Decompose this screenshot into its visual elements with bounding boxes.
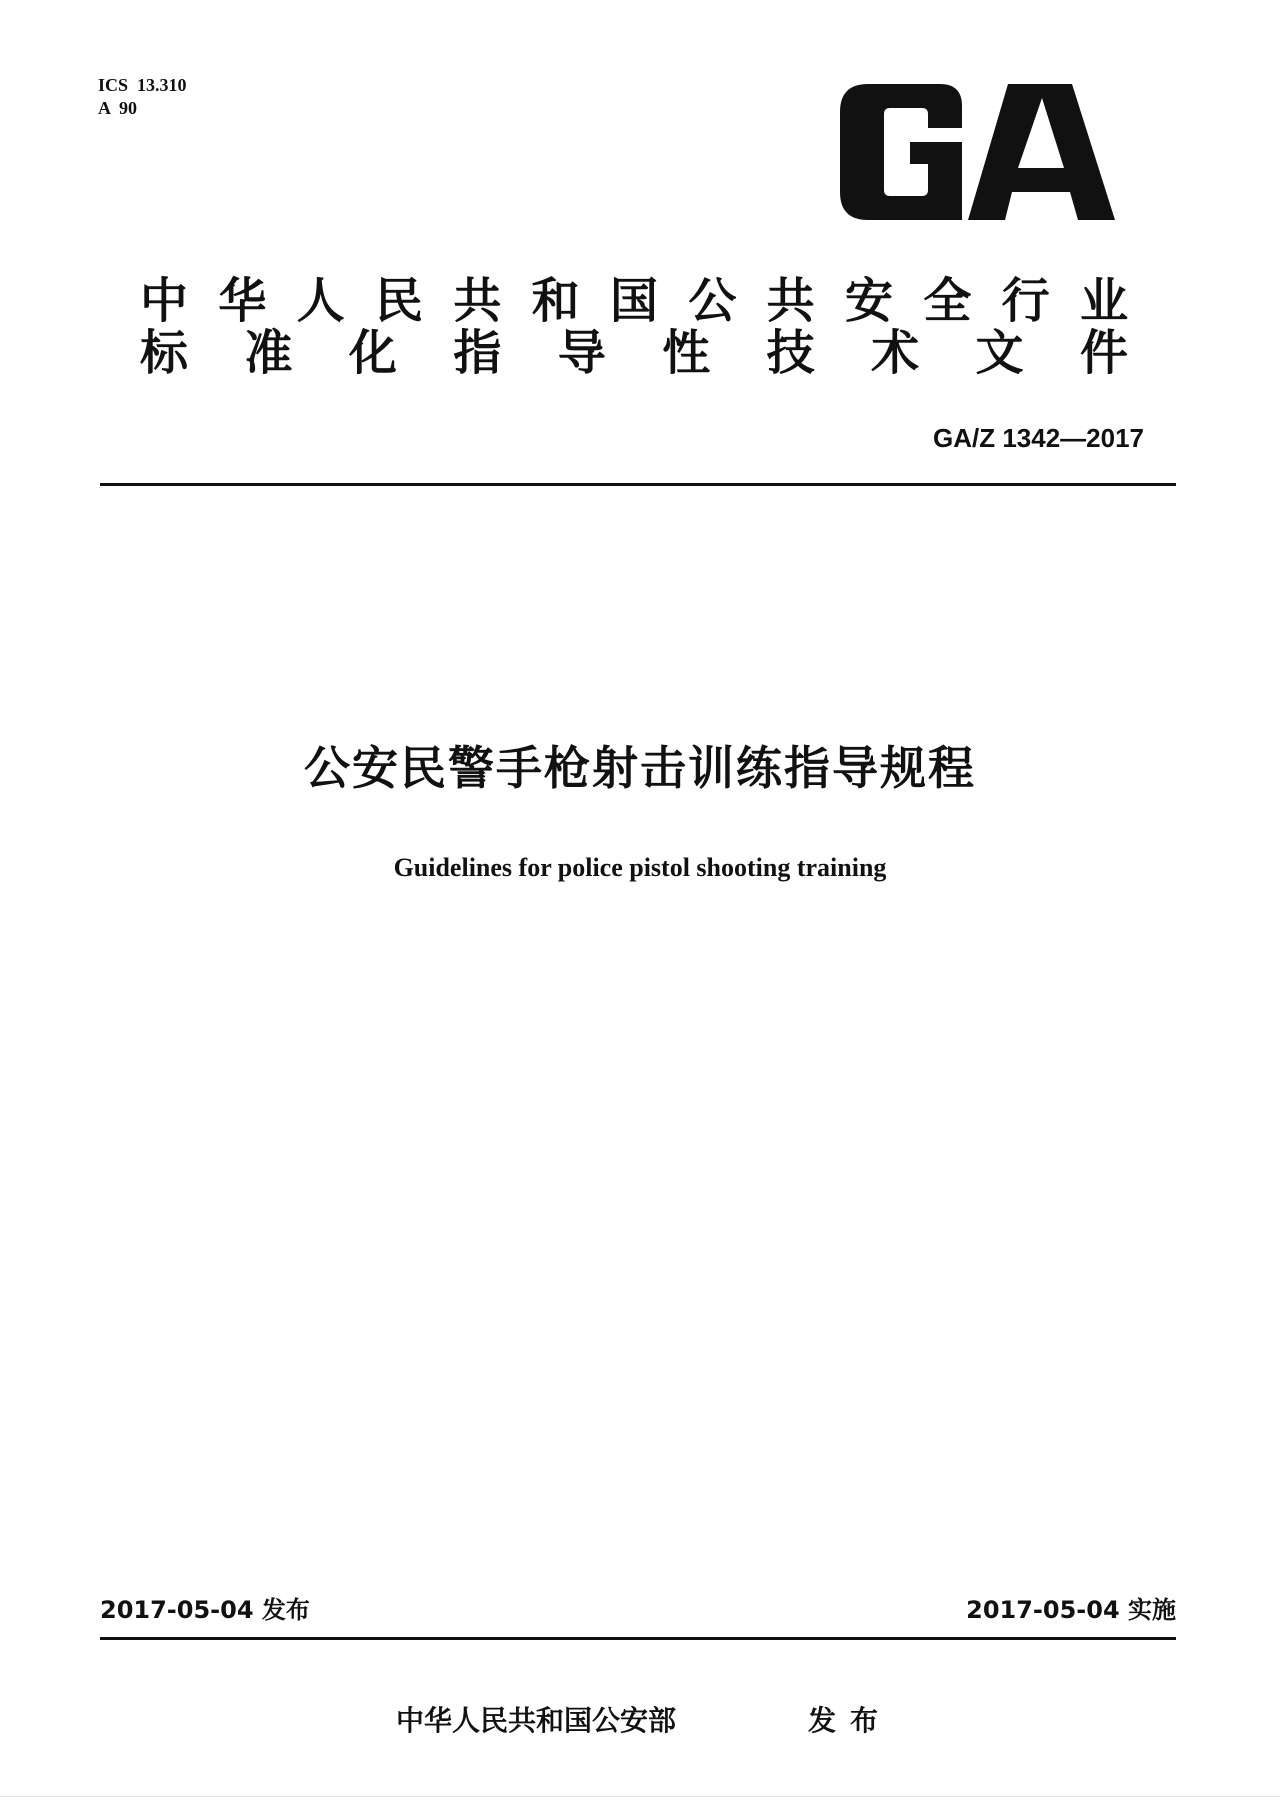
standard-number: GA/Z 1342—2017 (932, 423, 1144, 453)
logo-letter-g (840, 84, 962, 220)
standard-category-line-1: 中华人民共和国公共安全行业 (140, 273, 1130, 329)
effective-date: 2017-05-04 实施 (966, 1596, 1176, 1624)
footer-divider (100, 1637, 1176, 1640)
logo-letter-a (968, 84, 1115, 220)
document-title-chinese: 公安民警手枪射击训练指导规程 (304, 741, 976, 795)
ga-logo (840, 84, 1115, 220)
ics-code: ICS 13.310 (98, 75, 187, 95)
publish-date: 2017-05-04 发布 (100, 1596, 310, 1624)
page-bottom-edge (0, 1796, 1280, 1797)
publisher-verb: 发布 (808, 1704, 893, 1737)
classification-codes (98, 74, 187, 120)
header-divider (100, 483, 1176, 486)
ccs-code: A 90 (98, 98, 138, 118)
standard-category-line-2: 标准化指导性技术文件 (140, 325, 1130, 381)
document-title-english: Guidelines for police pistol shooting training (393, 853, 887, 882)
publisher-name: 中华人民共和国公安部 (396, 1704, 677, 1737)
